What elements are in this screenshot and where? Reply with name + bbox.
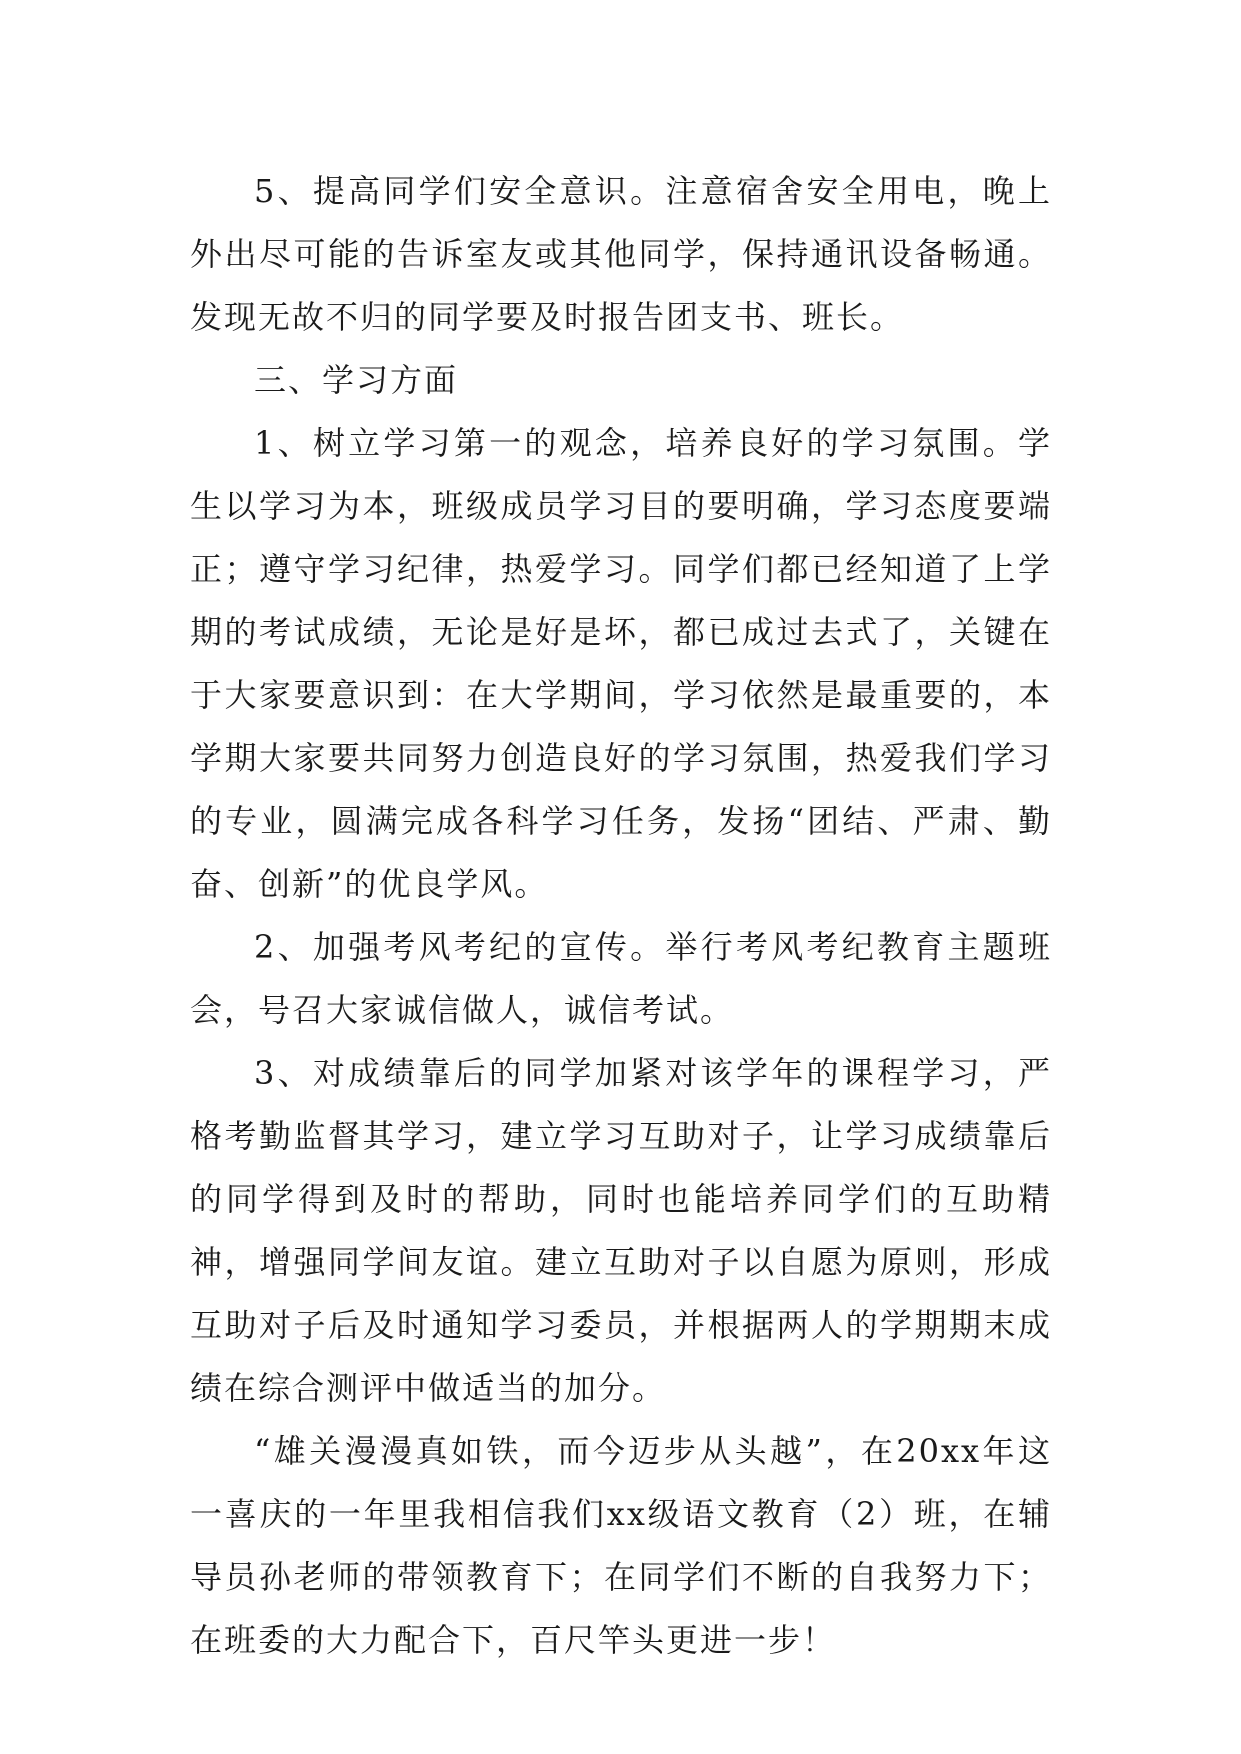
paragraph-study-item-2: 2、加强考风考纪的宣传。举行考风考纪教育主题班会，号召大家诚信做人，诚信考试。 bbox=[190, 928, 1052, 1029]
section-heading-study: 三、学习方面 bbox=[254, 361, 459, 399]
paragraph-study-item-3: 3、对成绩靠后的同学加紧对该学年的课程学习，严格考勤监督其学习，建立学习互助对子，让学习成绩靠后的同学得到及时的帮助，同时也能培养同学们的互助精神，增强同学间友谊。建立互助对子以自愿为原则，形成互助对子后及时通知学习委员，并根据两人的学期期末成绩在综合测评中做适当的加分。 bbox=[190, 1054, 1052, 1407]
document-body bbox=[190, 160, 1052, 1672]
paragraph-closing: “雄关漫漫真如铁，而今迈步从头越”，在20xx年这一喜庆的一年里我相信我们xx级语文教育（2）班，在辅导员孙老师的带领教育下；在同学们不断的自我努力下；在班委的大力配合下，百尺竿头更进一步！ bbox=[190, 1432, 1052, 1659]
paragraph-study-item-1: 1、树立学习第一的观念，培养良好的学习氛围。学生以学习为本，班级成员学习目的要明确，学习态度要端正；遵守学习纪律，热爱学习。同学们都已经知道了上学期的考试成绩，无论是好是坏，都已成过去式了，关键在于大家要意识到：在大学期间，学习依然是最重要的，本学期大家要共同努力创造良好的学习氛围，热爱我们学习的专业，圆满完成各科学习任务，发扬“团结、严肃、勤奋、创新”的优良学风。 bbox=[190, 424, 1052, 903]
paragraph-safety-awareness: 5、提高同学们安全意识。注意宿舍安全用电，晚上外出尽可能的告诉室友或其他同学，保持通讯设备畅通。发现无故不归的同学要及时报告团支书、班长。 bbox=[190, 172, 1052, 336]
